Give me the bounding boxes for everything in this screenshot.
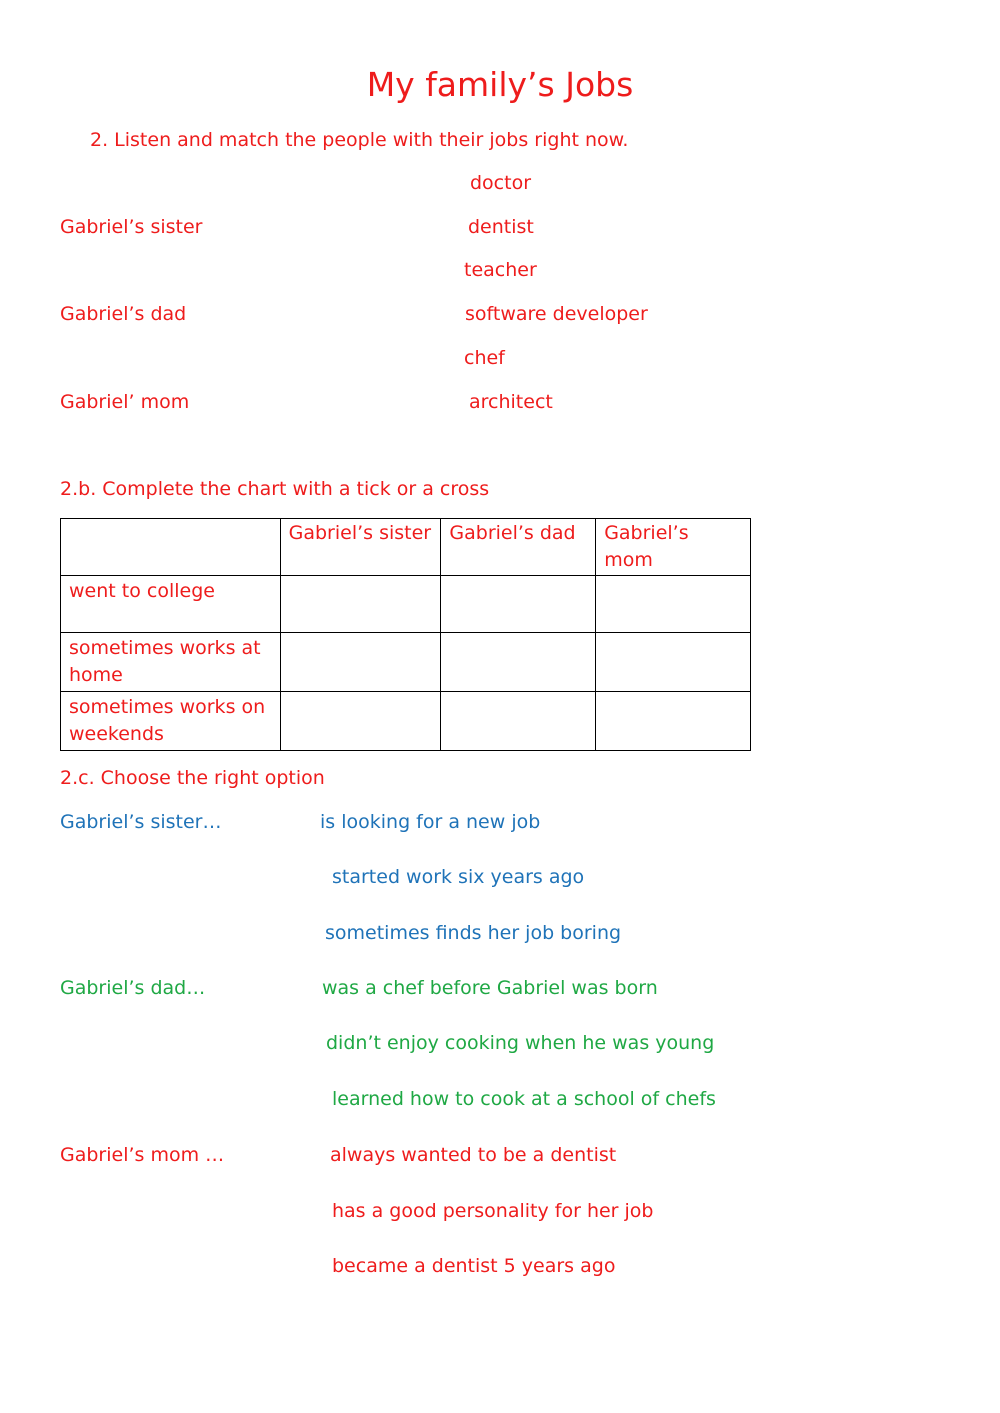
match-job-architect: architect xyxy=(469,391,553,413)
chart-cell-mom[interactable] xyxy=(596,576,751,633)
chart-row-home xyxy=(61,633,751,692)
choose-person-sister: Gabriel’s sister… xyxy=(60,811,222,833)
match-job-software-developer: software developer xyxy=(465,303,648,325)
match-job-chef: chef xyxy=(464,347,505,369)
match-job-teacher: teacher xyxy=(464,259,537,281)
chart-cell-sister[interactable] xyxy=(280,633,441,692)
match-job-dentist: dentist xyxy=(468,216,534,238)
chart-row-college xyxy=(61,576,751,633)
chart-cell-dad[interactable] xyxy=(441,633,596,692)
chart-header-row xyxy=(61,519,751,576)
chart-header-dad: Gabriel’s dad xyxy=(441,519,596,576)
chart-row-label: sometimes works at home xyxy=(61,633,281,692)
match-instruction: 2. Listen and match the people with their jobs right now. xyxy=(90,129,629,151)
chart-cell-mom[interactable] xyxy=(596,633,751,692)
choose-option[interactable]: learned how to cook at a school of chefs xyxy=(332,1088,716,1110)
chart-cell-dad[interactable] xyxy=(441,692,596,751)
match-person-dad: Gabriel’s dad xyxy=(60,303,187,325)
chart-cell-sister[interactable] xyxy=(280,576,441,633)
choose-option[interactable]: started work six years ago xyxy=(332,866,585,888)
chart-row-label: sometimes works on weekends xyxy=(61,692,281,751)
chart-row-weekends xyxy=(61,692,751,751)
chart-cell-mom[interactable] xyxy=(596,692,751,751)
tick-cross-chart xyxy=(60,518,751,751)
chart-header-empty xyxy=(61,519,281,576)
choose-person-mom: Gabriel’s mom … xyxy=(60,1144,225,1166)
match-person-mom: Gabriel’ mom xyxy=(60,391,190,413)
choose-option[interactable]: has a good personality for her job xyxy=(332,1200,654,1222)
page-title: My family’s Jobs xyxy=(366,65,634,104)
chart-header-mom: Gabriel’s mom xyxy=(596,519,751,576)
choose-person-dad: Gabriel’s dad… xyxy=(60,977,206,999)
choose-option[interactable]: is looking for a new job xyxy=(320,811,541,833)
match-person-sister: Gabriel’s sister xyxy=(60,216,203,238)
chart-cell-sister[interactable] xyxy=(280,692,441,751)
choose-option[interactable]: sometimes finds her job boring xyxy=(325,922,622,944)
choose-option[interactable]: didn’t enjoy cooking when he was young xyxy=(326,1032,715,1054)
chart-header-sister: Gabriel’s sister xyxy=(280,519,441,576)
choose-instruction: 2.c. Choose the right option xyxy=(60,767,325,789)
choose-option[interactable]: became a dentist 5 years ago xyxy=(332,1255,616,1277)
match-job-doctor: doctor xyxy=(470,172,532,194)
choose-option[interactable]: always wanted to be a dentist xyxy=(330,1144,617,1166)
chart-instruction: 2.b. Complete the chart with a tick or a cross xyxy=(60,478,490,500)
chart-row-label: went to college xyxy=(61,576,281,633)
chart-cell-dad[interactable] xyxy=(441,576,596,633)
choose-option[interactable]: was a chef before Gabriel was born xyxy=(322,977,658,999)
